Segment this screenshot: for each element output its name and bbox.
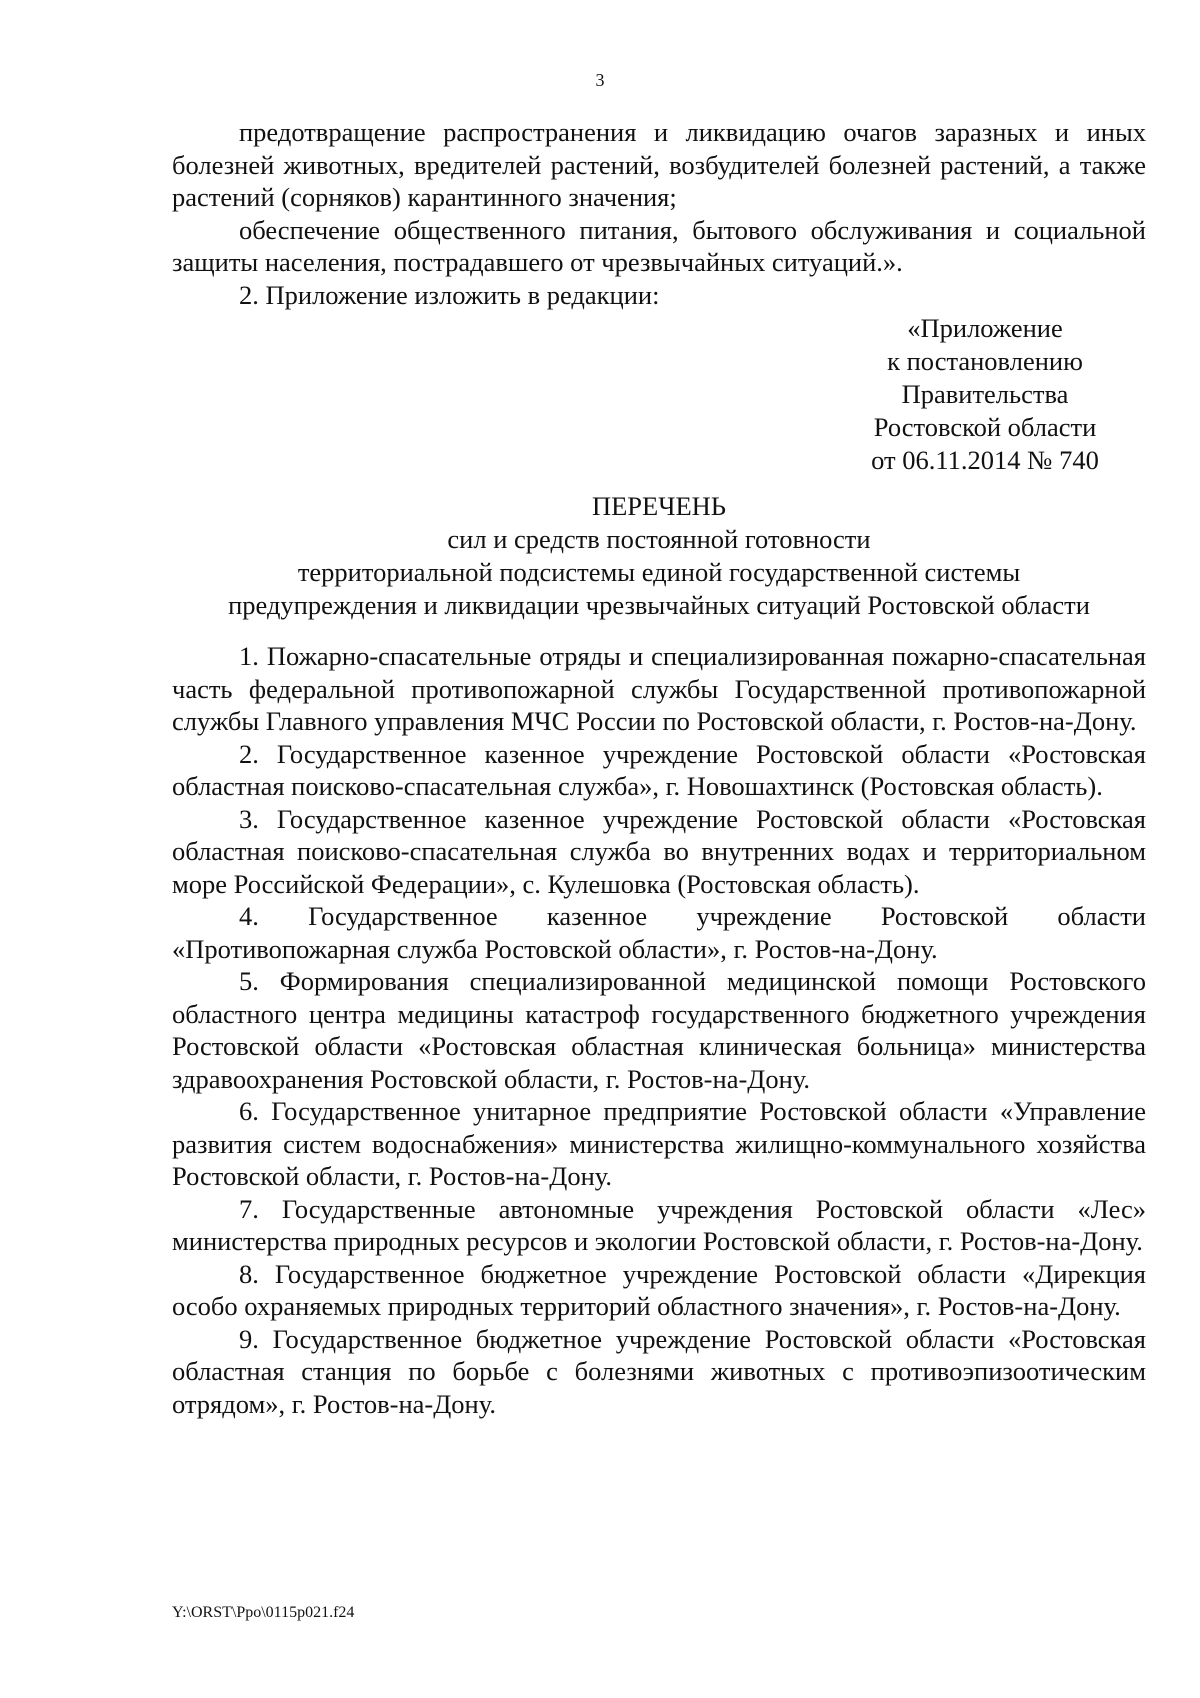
list-item: 3. Государственное казенное учреждение Ростовской области «Ростовская областная поисково-спасательная служба во внутренних водах и территориальном море Российской Федерации», с. Кулешовка (Ростовская область).	[172, 803, 1146, 899]
appendix-reference	[845, 312, 1125, 477]
list-item: 2. Государственное казенное учреждение Ростовской области «Ростовская областная поисково-спасательная служба», г. Новошахтинск (Ростовская область).	[172, 738, 1146, 801]
heading-line: предупреждения и ликвидации чрезвычайных ситуаций Ростовской области	[228, 590, 1090, 620]
appendix-line: к постановлению	[887, 346, 1083, 376]
appendix-line: Правительства	[901, 379, 1069, 409]
list-item: 7. Государственные автономные учреждения Ростовской области «Лес» министерства природных ресурсов и экологии Ростовской области, г. Ростов-на-Дону.	[172, 1193, 1146, 1256]
list-item: 4. Государственное казенное учреждение Ростовской области «Противопожарная служба Ростовской области», г. Ростов-на-Дону.	[172, 901, 1146, 964]
list-heading	[172, 490, 1146, 622]
intro-paragraph: 2. Приложение изложить в редакции:	[239, 279, 660, 310]
list-item: 6. Государственное унитарное предприятие Ростовской области «Управление развития систем водоснабжения» министерства жилищно-коммунального хозяйства Ростовской области, г. Ростов-на-Дону.	[172, 1096, 1146, 1191]
list-item: 8. Государственное бюджетное учреждение Ростовской области «Дирекция особо охраняемых природных территорий областного значения», г. Ростов-на-Дону.	[172, 1258, 1146, 1321]
heading-title: ПЕРЕЧЕНЬ	[591, 491, 726, 521]
heading-line: территориальной подсистемы единой государственной системы	[297, 557, 1021, 587]
heading-line: сил и средств постоянной готовности	[447, 524, 871, 554]
footer-file-path: Y:\ORST\Ppo\0115p021.f24	[172, 1604, 355, 1621]
appendix-line: от 06.11.2014 № 740	[871, 445, 1099, 475]
list-item: 1. Пожарно-спасательные отряды и специализированная пожарно-спасательная часть федеральной противопожарной службы Государственной противопожарной службы Главного управления МЧС России по Ростовской области, г. Ростов-на-Дону.	[172, 641, 1146, 736]
appendix-line: Ростовской области	[873, 412, 1097, 442]
intro-section	[172, 116, 1146, 311]
list-item: 9. Государственное бюджетное учреждение Ростовской области «Ростовская областная станция по борьбе с болезнями животных с противоэпизоотическим отрядом», г. Ростов-на-Дону.	[172, 1323, 1146, 1419]
forces-list	[172, 640, 1146, 1420]
intro-paragraph: обеспечение общественного питания, бытового обслуживания и социальной защиты населения, пострадавшего от чрезвычайных ситуаций.».	[172, 214, 1146, 277]
intro-paragraph: предотвращение распространения и ликвидацию очагов заразных и иных болезней животных, вредителей растений, возбудителей болезней растений, а также растений (сорняков) карантинного значения;	[172, 117, 1146, 212]
page-number: 3	[595, 70, 605, 90]
appendix-line: «Приложение	[907, 313, 1063, 343]
list-item: 5. Формирования специализированной медицинской помощи Ростовского областного центра медицины катастроф государственного бюджетного учреждения Ростовской области «Ростовская областная клиническая больница» министерства здравоохранения Ростовской области, г. Ростов-на-Дону.	[172, 966, 1146, 1094]
